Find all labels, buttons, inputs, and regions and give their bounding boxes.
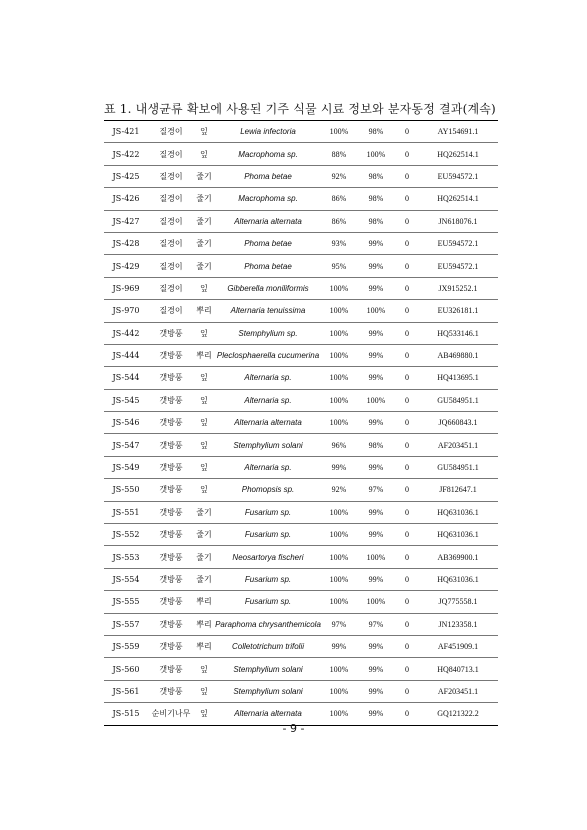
- table-row: [104, 434, 498, 456]
- species-cell: Stemphylium sp.: [214, 322, 322, 344]
- coverage-cell: 97%: [322, 613, 356, 635]
- identity-cell: 99%: [356, 412, 396, 434]
- sample-id-cell: JS-549: [104, 456, 148, 478]
- table-row: [104, 367, 498, 389]
- coverage-cell: 100%: [322, 277, 356, 299]
- accession-cell: GQ121322.2: [418, 703, 498, 725]
- accession-cell: EU594572.1: [418, 232, 498, 254]
- accession-cell: JQ775558.1: [418, 591, 498, 613]
- table-row: [104, 232, 498, 254]
- species-cell: Alternaria sp.: [214, 367, 322, 389]
- host-plant-cell: 갯방풍: [148, 613, 194, 635]
- evalue-cell: 0: [396, 255, 418, 277]
- host-plant-cell: 갯방풍: [148, 344, 194, 366]
- evalue-cell: 0: [396, 568, 418, 590]
- plant-part-cell: 줄기: [194, 232, 214, 254]
- coverage-cell: 100%: [322, 568, 356, 590]
- identity-cell: 99%: [356, 658, 396, 680]
- table-row: [104, 591, 498, 613]
- identity-cell: 99%: [356, 703, 396, 725]
- sample-id-cell: JS-554: [104, 568, 148, 590]
- coverage-cell: 100%: [322, 300, 356, 322]
- species-cell: Stemphylium solani: [214, 680, 322, 702]
- evalue-cell: 0: [396, 210, 418, 232]
- table-row: [104, 255, 498, 277]
- table-row: [104, 412, 498, 434]
- host-plant-cell: 갯방풍: [148, 479, 194, 501]
- coverage-cell: 92%: [322, 479, 356, 501]
- sample-id-cell: JS-426: [104, 188, 148, 210]
- accession-cell: JQ660843.1: [418, 412, 498, 434]
- evalue-cell: 0: [396, 277, 418, 299]
- table-row: [104, 658, 498, 680]
- plant-part-cell: 뿌리: [194, 344, 214, 366]
- sample-id-cell: JS-515: [104, 703, 148, 725]
- accession-cell: HQ631036.1: [418, 568, 498, 590]
- table-row: [104, 680, 498, 702]
- plant-part-cell: 뿌리: [194, 591, 214, 613]
- evalue-cell: 0: [396, 232, 418, 254]
- table-row: [104, 277, 498, 299]
- species-cell: Fusarium sp.: [214, 524, 322, 546]
- plant-part-cell: 잎: [194, 277, 214, 299]
- identity-cell: 98%: [356, 210, 396, 232]
- table-row: [104, 479, 498, 501]
- identity-cell: 100%: [356, 143, 396, 165]
- identity-cell: 97%: [356, 613, 396, 635]
- identity-cell: 99%: [356, 568, 396, 590]
- species-cell: Phomopsis sp.: [214, 479, 322, 501]
- evalue-cell: 0: [396, 434, 418, 456]
- host-plant-cell: 순비기나무: [148, 703, 194, 725]
- accession-cell: HQ631036.1: [418, 501, 498, 523]
- sample-id-cell: JS-552: [104, 524, 148, 546]
- species-cell: Fusarium sp.: [214, 591, 322, 613]
- evalue-cell: 0: [396, 456, 418, 478]
- identity-cell: 98%: [356, 165, 396, 187]
- evalue-cell: 0: [396, 389, 418, 411]
- sample-id-cell: JS-546: [104, 412, 148, 434]
- identity-cell: 98%: [356, 188, 396, 210]
- evalue-cell: 0: [396, 658, 418, 680]
- coverage-cell: 100%: [322, 389, 356, 411]
- identity-cell: 98%: [356, 434, 396, 456]
- evalue-cell: 0: [396, 121, 418, 143]
- evalue-cell: 0: [396, 501, 418, 523]
- sample-id-cell: JS-422: [104, 143, 148, 165]
- sample-id-cell: JS-550: [104, 479, 148, 501]
- sample-id-cell: JS-559: [104, 635, 148, 657]
- table-row: [104, 456, 498, 478]
- species-cell: Fusarium sp.: [214, 568, 322, 590]
- host-plant-cell: 질경이: [148, 143, 194, 165]
- identity-cell: 98%: [356, 121, 396, 143]
- plant-part-cell: 잎: [194, 658, 214, 680]
- coverage-cell: 99%: [322, 456, 356, 478]
- plant-part-cell: 뿌리: [194, 613, 214, 635]
- sample-id-cell: JS-442: [104, 322, 148, 344]
- table-row: [104, 143, 498, 165]
- identity-cell: 99%: [356, 524, 396, 546]
- accession-cell: HQ262514.1: [418, 188, 498, 210]
- host-plant-cell: 갯방풍: [148, 635, 194, 657]
- species-cell: Alternaria alternata: [214, 210, 322, 232]
- identity-cell: 100%: [356, 546, 396, 568]
- host-plant-cell: 질경이: [148, 232, 194, 254]
- table-row: [104, 210, 498, 232]
- coverage-cell: 86%: [322, 188, 356, 210]
- plant-part-cell: 잎: [194, 703, 214, 725]
- evalue-cell: 0: [396, 591, 418, 613]
- coverage-cell: 92%: [322, 165, 356, 187]
- coverage-cell: 100%: [322, 703, 356, 725]
- species-cell: Pleclosphaerella cucumerina: [214, 344, 322, 366]
- table-row: [104, 546, 498, 568]
- accession-cell: JN618076.1: [418, 210, 498, 232]
- plant-part-cell: 줄기: [194, 546, 214, 568]
- plant-part-cell: 줄기: [194, 188, 214, 210]
- plant-part-cell: 줄기: [194, 165, 214, 187]
- plant-part-cell: 뿌리: [194, 300, 214, 322]
- coverage-cell: 100%: [322, 501, 356, 523]
- sample-id-cell: JS-551: [104, 501, 148, 523]
- accession-cell: AF203451.1: [418, 680, 498, 702]
- species-cell: Gibberella moniliformis: [214, 277, 322, 299]
- evalue-cell: 0: [396, 412, 418, 434]
- identity-cell: 100%: [356, 389, 396, 411]
- evalue-cell: 0: [396, 546, 418, 568]
- evalue-cell: 0: [396, 703, 418, 725]
- accession-cell: HQ413695.1: [418, 367, 498, 389]
- host-plant-cell: 갯방풍: [148, 591, 194, 613]
- sample-id-cell: JS-970: [104, 300, 148, 322]
- coverage-cell: 99%: [322, 635, 356, 657]
- coverage-cell: 100%: [322, 367, 356, 389]
- coverage-cell: 86%: [322, 210, 356, 232]
- coverage-cell: 100%: [322, 322, 356, 344]
- species-cell: Stemphylium solani: [214, 434, 322, 456]
- plant-part-cell: 잎: [194, 143, 214, 165]
- plant-part-cell: 줄기: [194, 210, 214, 232]
- identity-cell: 99%: [356, 232, 396, 254]
- table-row: [104, 524, 498, 546]
- table-row: [104, 613, 498, 635]
- identity-cell: 99%: [356, 255, 396, 277]
- accession-cell: EU326181.1: [418, 300, 498, 322]
- accession-cell: GU584951.1: [418, 456, 498, 478]
- plant-part-cell: 잎: [194, 456, 214, 478]
- accession-cell: AB369900.1: [418, 546, 498, 568]
- coverage-cell: 88%: [322, 143, 356, 165]
- identity-cell: 99%: [356, 277, 396, 299]
- accession-cell: HQ840713.1: [418, 658, 498, 680]
- evalue-cell: 0: [396, 344, 418, 366]
- evalue-cell: 0: [396, 479, 418, 501]
- species-cell: Macrophoma sp.: [214, 188, 322, 210]
- host-plant-cell: 갯방풍: [148, 412, 194, 434]
- coverage-cell: 100%: [322, 524, 356, 546]
- host-plant-cell: 질경이: [148, 121, 194, 143]
- accession-cell: HQ533146.1: [418, 322, 498, 344]
- species-cell: Alternaria alternata: [214, 412, 322, 434]
- host-plant-cell: 갯방풍: [148, 658, 194, 680]
- identity-cell: 100%: [356, 591, 396, 613]
- sample-id-cell: JS-555: [104, 591, 148, 613]
- table-row: [104, 568, 498, 590]
- table-row: [104, 635, 498, 657]
- coverage-cell: 100%: [322, 591, 356, 613]
- sample-id-cell: JS-545: [104, 389, 148, 411]
- evalue-cell: 0: [396, 613, 418, 635]
- coverage-cell: 96%: [322, 434, 356, 456]
- species-cell: Macrophoma sp.: [214, 143, 322, 165]
- results-table: [104, 120, 498, 726]
- evalue-cell: 0: [396, 524, 418, 546]
- accession-cell: HQ631036.1: [418, 524, 498, 546]
- accession-cell: JN123358.1: [418, 613, 498, 635]
- identity-cell: 97%: [356, 479, 396, 501]
- host-plant-cell: 갯방풍: [148, 680, 194, 702]
- sample-id-cell: JS-547: [104, 434, 148, 456]
- host-plant-cell: 갯방풍: [148, 434, 194, 456]
- plant-part-cell: 잎: [194, 367, 214, 389]
- plant-part-cell: 뿌리: [194, 635, 214, 657]
- table-caption: 표 1. 내생균류 확보에 사용된 기주 식물 시료 정보와 분자동정 결과(계속): [104, 102, 496, 116]
- host-plant-cell: 질경이: [148, 255, 194, 277]
- plant-part-cell: 잎: [194, 121, 214, 143]
- table-row: [104, 501, 498, 523]
- evalue-cell: 0: [396, 367, 418, 389]
- table-row: [104, 188, 498, 210]
- identity-cell: 99%: [356, 635, 396, 657]
- evalue-cell: 0: [396, 143, 418, 165]
- plant-part-cell: 잎: [194, 479, 214, 501]
- sample-id-cell: JS-544: [104, 367, 148, 389]
- accession-cell: GU584951.1: [418, 389, 498, 411]
- evalue-cell: 0: [396, 322, 418, 344]
- sample-id-cell: JS-429: [104, 255, 148, 277]
- coverage-cell: 100%: [322, 546, 356, 568]
- species-cell: Neosartorya fischeri: [214, 546, 322, 568]
- page-number: - 9 -: [282, 722, 305, 735]
- host-plant-cell: 갯방풍: [148, 456, 194, 478]
- plant-part-cell: 잎: [194, 434, 214, 456]
- coverage-cell: 100%: [322, 658, 356, 680]
- host-plant-cell: 갯방풍: [148, 524, 194, 546]
- species-cell: Paraphoma chrysanthemicola: [214, 613, 322, 635]
- plant-part-cell: 잎: [194, 680, 214, 702]
- identity-cell: 99%: [356, 680, 396, 702]
- table-row: [104, 165, 498, 187]
- sample-id-cell: JS-557: [104, 613, 148, 635]
- host-plant-cell: 갯방풍: [148, 568, 194, 590]
- sample-id-cell: JS-425: [104, 165, 148, 187]
- evalue-cell: 0: [396, 635, 418, 657]
- species-cell: Lewia infectoria: [214, 121, 322, 143]
- host-plant-cell: 질경이: [148, 277, 194, 299]
- plant-part-cell: 줄기: [194, 255, 214, 277]
- species-cell: Alternaria alternata: [214, 703, 322, 725]
- accession-cell: AF203451.1: [418, 434, 498, 456]
- sample-id-cell: JS-444: [104, 344, 148, 366]
- species-cell: Alternaria tenuissima: [214, 300, 322, 322]
- accession-cell: HQ262514.1: [418, 143, 498, 165]
- plant-part-cell: 잎: [194, 412, 214, 434]
- identity-cell: 99%: [356, 322, 396, 344]
- table-row: [104, 322, 498, 344]
- plant-part-cell: 잎: [194, 389, 214, 411]
- host-plant-cell: 갯방풍: [148, 389, 194, 411]
- accession-cell: AB469880.1: [418, 344, 498, 366]
- plant-part-cell: 줄기: [194, 524, 214, 546]
- identity-cell: 99%: [356, 367, 396, 389]
- sample-id-cell: JS-561: [104, 680, 148, 702]
- host-plant-cell: 갯방풍: [148, 367, 194, 389]
- results-table-body: [104, 121, 498, 726]
- identity-cell: 99%: [356, 456, 396, 478]
- sample-id-cell: JS-428: [104, 232, 148, 254]
- coverage-cell: 100%: [322, 344, 356, 366]
- species-cell: Stemphylium solani: [214, 658, 322, 680]
- species-cell: Phoma betae: [214, 232, 322, 254]
- species-cell: Colletotrichum trifolii: [214, 635, 322, 657]
- coverage-cell: 93%: [322, 232, 356, 254]
- species-cell: Phoma betae: [214, 165, 322, 187]
- sample-id-cell: JS-969: [104, 277, 148, 299]
- species-cell: Alternaria sp.: [214, 389, 322, 411]
- coverage-cell: 100%: [322, 121, 356, 143]
- coverage-cell: 95%: [322, 255, 356, 277]
- species-cell: Fusarium sp.: [214, 501, 322, 523]
- evalue-cell: 0: [396, 165, 418, 187]
- accession-cell: AY154691.1: [418, 121, 498, 143]
- table-row: [104, 389, 498, 411]
- identity-cell: 100%: [356, 300, 396, 322]
- sample-id-cell: JS-553: [104, 546, 148, 568]
- evalue-cell: 0: [396, 300, 418, 322]
- table-row: [104, 344, 498, 366]
- species-cell: Phoma betae: [214, 255, 322, 277]
- table-row: [104, 300, 498, 322]
- accession-cell: JX915252.1: [418, 277, 498, 299]
- species-cell: Alternaria sp.: [214, 456, 322, 478]
- host-plant-cell: 질경이: [148, 210, 194, 232]
- host-plant-cell: 질경이: [148, 188, 194, 210]
- plant-part-cell: 줄기: [194, 501, 214, 523]
- accession-cell: EU594572.1: [418, 255, 498, 277]
- identity-cell: 99%: [356, 344, 396, 366]
- host-plant-cell: 갯방풍: [148, 501, 194, 523]
- evalue-cell: 0: [396, 188, 418, 210]
- plant-part-cell: 잎: [194, 322, 214, 344]
- accession-cell: EU594572.1: [418, 165, 498, 187]
- host-plant-cell: 갯방풍: [148, 546, 194, 568]
- coverage-cell: 100%: [322, 680, 356, 702]
- host-plant-cell: 질경이: [148, 165, 194, 187]
- sample-id-cell: JS-560: [104, 658, 148, 680]
- accession-cell: AF451909.1: [418, 635, 498, 657]
- host-plant-cell: 질경이: [148, 300, 194, 322]
- table-row: [104, 121, 498, 143]
- sample-id-cell: JS-421: [104, 121, 148, 143]
- identity-cell: 99%: [356, 501, 396, 523]
- coverage-cell: 100%: [322, 412, 356, 434]
- host-plant-cell: 갯방풍: [148, 322, 194, 344]
- accession-cell: JF812647.1: [418, 479, 498, 501]
- plant-part-cell: 줄기: [194, 568, 214, 590]
- sample-id-cell: JS-427: [104, 210, 148, 232]
- evalue-cell: 0: [396, 680, 418, 702]
